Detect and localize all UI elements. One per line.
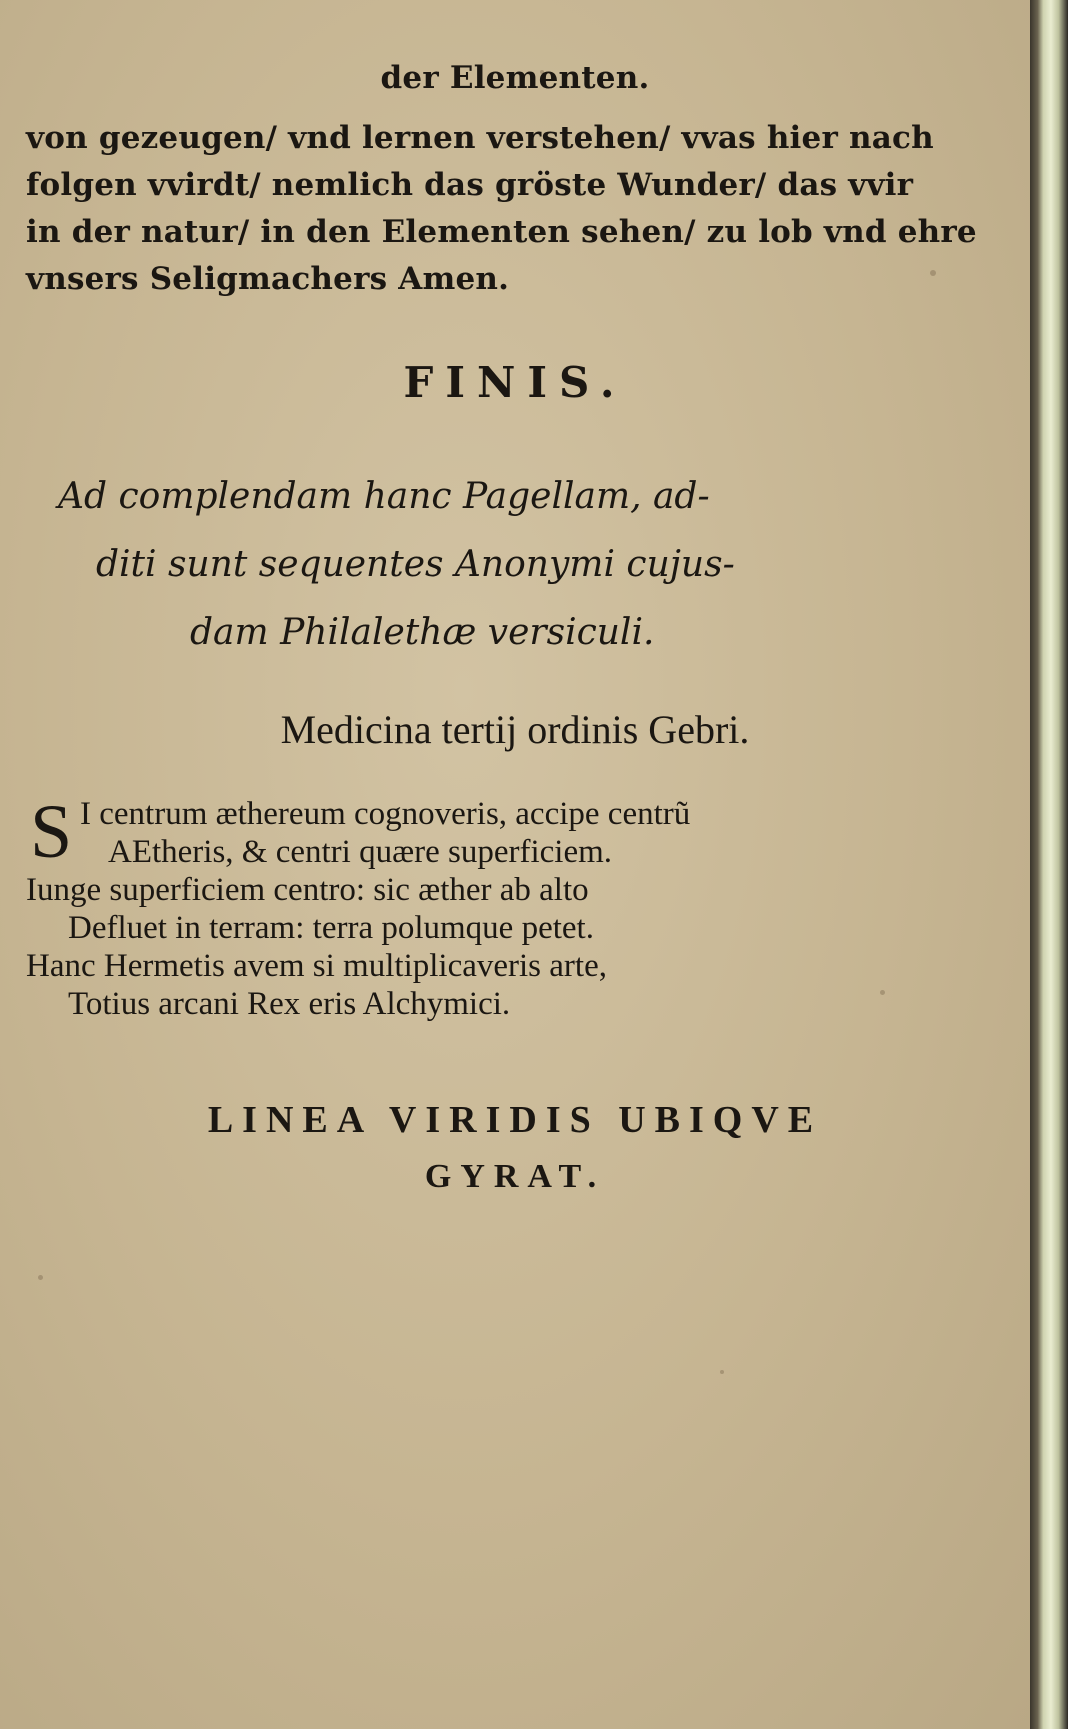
german-line: folgen vvirdt/ nemlich das gröste Wunder/ das vvir [26,167,914,203]
drop-cap: S [30,790,73,874]
poem-line: Iunge superficiem centro: sic æther ab alto [26,872,589,908]
closing-line: GYRAT. [424,1158,606,1195]
poem-line: AEtheris, & centri quære superficiem. [108,834,613,870]
german-line: von gezeugen/ vnd lernen verstehen/ vvas hier nach [26,120,934,156]
latin-intro-line: diti sunt sequentes Anonymi cujus- [96,544,735,585]
foxing-spot [38,1275,43,1280]
latin-intro-line: Ad complendam hanc Pagellam, ad- [58,476,710,517]
poem-heading: Medicina tertij ordinis Gebri. [280,707,750,752]
poem-line: Totius arcani Rex eris Alchymici. [68,986,511,1022]
page-edge [1030,0,1068,1729]
poem-line: Hanc Hermetis avem si multiplicaveris arte, [26,948,607,984]
latin-intro-line: dam Philalethæ versiculi. [190,612,655,653]
foxing-spot [930,270,936,276]
foxing-spot [880,990,885,995]
finis-heading: FINIS. [403,358,627,407]
poem-line: Defluet in terram: terra polumque petet. [68,910,594,946]
german-line: der Elementen. [380,60,650,96]
german-line: vnsers Seligmachers Amen. [26,261,510,297]
german-line: in der natur/ in den Elementen sehen/ zu lob vnd ehre [26,214,977,250]
poem-line: I centrum æthereum cognoveris, accipe centrũ [80,796,691,832]
foxing-spot [720,1370,724,1374]
closing-line: LINEA VIRIDIS UBIQVE [207,1099,823,1141]
